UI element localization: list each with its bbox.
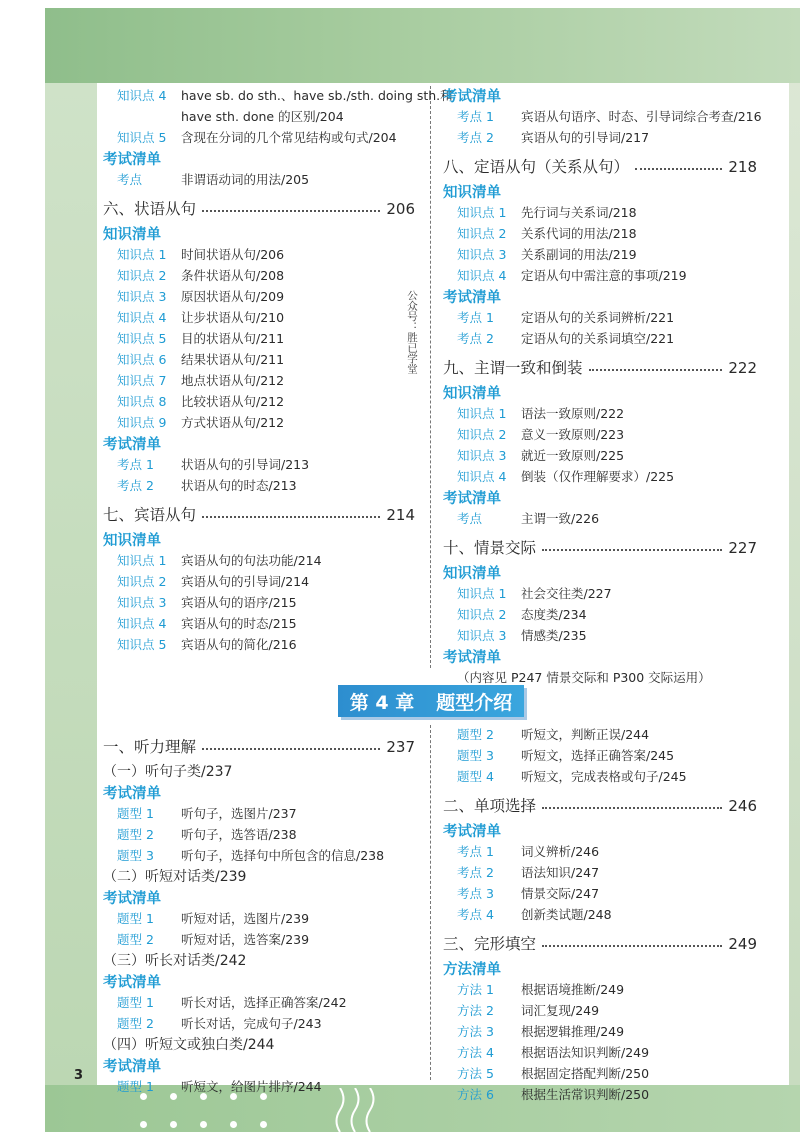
toc-entry <box>103 476 415 496</box>
entry-text: 关系代词的用法/218 <box>521 226 637 241</box>
entry-text: 地点状语从句/212 <box>181 373 285 388</box>
toc-entry <box>443 509 757 529</box>
toc-entry <box>443 1064 757 1084</box>
heading-text: 三、完形填空 <box>443 935 537 953</box>
heading-page-number: 246 <box>728 797 757 815</box>
entry-text: 听短文，给图片排序/244 <box>181 1079 322 1094</box>
toc-entry <box>443 203 757 223</box>
chapter-section-heading <box>103 197 415 221</box>
toc-entry <box>103 170 415 190</box>
entry-label: 考点 2 <box>457 130 494 145</box>
toc-entry <box>103 551 415 571</box>
toc-entry <box>103 825 415 845</box>
entry-text: 听长对话，完成句子/243 <box>181 1016 322 1031</box>
entry-text: 听短文，完成表格或句子/245 <box>521 769 687 784</box>
leader-dots <box>542 549 722 551</box>
section-label: 方法清单 <box>443 962 501 978</box>
chapter-banner <box>338 685 524 717</box>
entry-text: 主谓一致/226 <box>521 511 600 526</box>
toc-entry <box>103 413 415 433</box>
toc-entry <box>443 1022 757 1042</box>
entry-text: 社会交往类/227 <box>521 586 612 601</box>
entry-text: 条件状语从句/208 <box>181 268 285 283</box>
entry-text: 根据固定搭配判断/250 <box>521 1066 650 1081</box>
entry-label: 考点 <box>457 511 483 526</box>
entry-text: 宾语从句的时态/215 <box>181 616 297 631</box>
entry-label: 知识点 7 <box>117 373 167 388</box>
entry-continuation: have sth. done 的区别/204 <box>181 109 344 124</box>
toc-entry <box>443 884 757 904</box>
entry-text: 创新类试题/248 <box>521 907 612 922</box>
heading-page-number: 249 <box>728 935 757 953</box>
toc-entry <box>103 572 415 592</box>
leader-dots <box>635 168 722 170</box>
entry-label: 考点 1 <box>457 844 494 859</box>
subsection-heading: （一）听句子类/237 <box>103 764 233 780</box>
leader-dots <box>542 945 722 947</box>
entry-text: 语法知识/247 <box>521 865 600 880</box>
toc-entry <box>103 392 415 412</box>
entry-text: 听短文，选择正确答案/245 <box>521 748 675 763</box>
chapter-title: 题型介绍 <box>436 691 513 714</box>
entry-text: 根据逻辑推理/249 <box>521 1024 625 1039</box>
entry-label: 题型 1 <box>117 1079 154 1094</box>
chapter-section-heading <box>443 356 757 380</box>
entry-label: 题型 3 <box>117 848 154 863</box>
toc-entry <box>103 635 415 655</box>
entry-label: 知识点 1 <box>117 247 167 262</box>
toc-entry <box>103 371 415 391</box>
section-label: 知识清单 <box>443 566 501 582</box>
entry-text: 根据语境推断/249 <box>521 982 625 997</box>
entry-text: 时间状语从句/206 <box>181 247 285 262</box>
entry-text: 听短对话，选图片/239 <box>181 911 310 926</box>
toc-entry <box>443 308 757 328</box>
entry-text: 含现在分词的几个常见结构或句式/204 <box>181 130 397 145</box>
entry-text: 定语从句的关系词辨析/221 <box>521 310 675 325</box>
toc-entry <box>443 467 757 487</box>
toc-entry <box>443 224 757 244</box>
entry-note: （内容见 P247 情景交际和 P300 交际运用） <box>457 670 711 685</box>
toc-entry <box>443 1085 757 1105</box>
entry-text: 态度类/234 <box>521 607 587 622</box>
section-label: 考试清单 <box>103 786 161 802</box>
leader-dots <box>589 369 723 371</box>
toc-entry <box>443 107 762 127</box>
entry-text: 让步状语从句/210 <box>181 310 285 325</box>
entry-label: 考点 4 <box>457 907 494 922</box>
entry-label: 知识点 2 <box>457 607 507 622</box>
entry-label: 考点 1 <box>457 310 494 325</box>
section-label: 考试清单 <box>443 491 501 507</box>
entry-text: 就近一致原则/225 <box>521 448 625 463</box>
entry-label: 考点 2 <box>117 478 154 493</box>
section-label: 考试清单 <box>443 89 501 105</box>
entry-text: 定语从句中需注意的事项/219 <box>521 268 687 283</box>
entry-text: 情感类/235 <box>521 628 587 643</box>
entry-text: 根据语法知识判断/249 <box>521 1045 650 1060</box>
heading-text: 六、状语从句 <box>103 200 197 218</box>
entry-label: 方法 4 <box>457 1045 494 1060</box>
chapter-section-heading <box>103 503 415 527</box>
heading-text: 一、听力理解 <box>103 738 197 756</box>
section-label: 考试清单 <box>443 824 501 840</box>
toc-entry <box>103 1014 415 1034</box>
entry-label: 题型 2 <box>117 1016 154 1031</box>
toc-entry <box>103 329 415 349</box>
chapter-section-heading <box>443 794 757 818</box>
left-decorative-strip <box>45 83 97 1085</box>
entry-label: 题型 1 <box>117 806 154 821</box>
toc-entry <box>443 767 757 787</box>
chapter-section-heading <box>443 536 757 560</box>
entry-label: 方法 1 <box>457 982 494 997</box>
toc-entry <box>443 266 757 286</box>
watermark-text: 公众号：胜已学堂 <box>406 290 418 374</box>
entry-label: 考点 3 <box>457 886 494 901</box>
entry-label: 知识点 3 <box>457 448 507 463</box>
entry-label: 知识点 1 <box>457 586 507 601</box>
column-divider-bottom <box>430 725 431 1080</box>
column-divider-top <box>430 86 431 668</box>
toc-entry <box>443 446 757 466</box>
toc-entry <box>443 128 757 148</box>
entry-label: 方法 3 <box>457 1024 494 1039</box>
page-number: 3 <box>74 1068 84 1083</box>
toc-entry <box>103 266 415 286</box>
toc-entry <box>443 725 757 745</box>
entry-text: 宾语从句的句法功能/214 <box>181 553 322 568</box>
section-label: 考试清单 <box>443 290 501 306</box>
entry-text: 状语从句的引导词/213 <box>181 457 310 472</box>
toc-entry <box>103 455 415 475</box>
toc-entry <box>443 1001 757 1021</box>
entry-text: 根据生活常识判断/250 <box>521 1087 650 1102</box>
entry-label: 知识点 4 <box>117 616 167 631</box>
toc-entry <box>443 404 757 424</box>
section-label: 考试清单 <box>103 975 161 991</box>
heading-text: 九、主谓一致和倒装 <box>443 359 583 377</box>
entry-label: 知识点 3 <box>457 247 507 262</box>
entry-text: 词汇复现/249 <box>521 1003 600 1018</box>
toc-entry <box>103 804 415 824</box>
leader-dots <box>202 748 380 750</box>
entry-text: 听短对话，选答案/239 <box>181 932 310 947</box>
chapter-number: 第 4 章 <box>349 691 415 714</box>
entry-label: 知识点 5 <box>117 637 167 652</box>
entry-text: 听句子，选择句中所包含的信息/238 <box>181 848 385 863</box>
toc-entry <box>443 980 757 1000</box>
entry-label: 方法 5 <box>457 1066 494 1081</box>
entry-text: 关系副词的用法/219 <box>521 247 637 262</box>
toc-entry <box>103 308 415 328</box>
heading-page-number: 227 <box>728 539 757 557</box>
heading-page-number: 222 <box>728 359 757 377</box>
toc-entry <box>103 909 415 929</box>
subsection-heading: （四）听短文或独白类/244 <box>103 1037 275 1053</box>
toc-entry <box>443 605 757 625</box>
chapter-section-heading <box>103 735 415 759</box>
section-label: 考试清单 <box>443 650 501 666</box>
entry-label: 题型 3 <box>457 748 494 763</box>
entry-text: 词义辨析/246 <box>521 844 600 859</box>
entry-label: 知识点 4 <box>457 469 507 484</box>
entry-text: 听句子，选答语/238 <box>181 827 297 842</box>
toc-entry <box>103 245 415 265</box>
entry-label: 知识点 3 <box>117 595 167 610</box>
toc-entry <box>443 905 757 925</box>
toc-entry <box>443 626 757 646</box>
entry-label: 知识点 3 <box>457 628 507 643</box>
toc-entry <box>103 128 415 148</box>
section-label: 考试清单 <box>103 437 161 453</box>
subsection-heading: （二）听短对话类/239 <box>103 869 247 885</box>
entry-text: 情景交际/247 <box>521 886 600 901</box>
top-decorative-band <box>45 8 800 83</box>
section-label: 知识清单 <box>443 185 501 201</box>
toc-entry <box>443 1043 757 1063</box>
entry-label: 题型 2 <box>117 932 154 947</box>
section-label: 考试清单 <box>103 152 161 168</box>
entry-label: 知识点 6 <box>117 352 167 367</box>
leader-dots <box>202 516 380 518</box>
entry-label: 题型 2 <box>457 727 494 742</box>
entry-label: 知识点 4 <box>457 268 507 283</box>
entry-text: 宾语从句语序、时态、引导词综合考查/216 <box>521 109 762 124</box>
entry-label: 考点 1 <box>117 457 154 472</box>
chapter-section-heading <box>443 155 757 179</box>
toc-entry <box>103 614 415 634</box>
entry-text: 倒装（仅作理解要求）/225 <box>521 469 675 484</box>
entry-text: 宾语从句的简化/216 <box>181 637 297 652</box>
entry-label: 知识点 4 <box>117 310 167 325</box>
entry-text: 宾语从句的语序/215 <box>181 595 297 610</box>
entry-label: 考点 <box>117 172 143 187</box>
heading-text: 十、情景交际 <box>443 539 537 557</box>
entry-text: 非谓语动词的用法/205 <box>181 172 310 187</box>
entry-text: have sb. do sth.、have sb./sth. doing sth.和 <box>181 88 453 103</box>
entry-text: 听短文，判断正误/244 <box>521 727 650 742</box>
leader-dots <box>202 210 380 212</box>
toc-entry <box>443 584 757 604</box>
entry-text: 结果状语从句/211 <box>181 352 285 367</box>
entry-text: 目的状语从句/211 <box>181 331 285 346</box>
heading-text: 七、宾语从句 <box>103 506 197 524</box>
entry-label: 考点 2 <box>457 865 494 880</box>
toc-entry <box>103 86 453 106</box>
entry-label: 方法 6 <box>457 1087 494 1102</box>
section-label: 知识清单 <box>103 533 161 549</box>
toc-entry <box>103 350 415 370</box>
heading-page-number: 206 <box>386 200 415 218</box>
entry-text: 状语从句的时态/213 <box>181 478 297 493</box>
entry-label: 知识点 2 <box>457 427 507 442</box>
entry-text: 宾语从句的引导词/214 <box>181 574 310 589</box>
toc-entry <box>103 287 415 307</box>
entry-label: 知识点 9 <box>117 415 167 430</box>
entry-text: 比较状语从句/212 <box>181 394 285 409</box>
entry-label: 知识点 5 <box>117 130 167 145</box>
heading-page-number: 237 <box>386 738 415 756</box>
entry-label: 知识点 1 <box>457 205 507 220</box>
toc-entry <box>103 993 415 1013</box>
entry-text: 意义一致原则/223 <box>521 427 625 442</box>
entry-text: 原因状语从句/209 <box>181 289 285 304</box>
entry-label: 知识点 5 <box>117 331 167 346</box>
toc-entry <box>443 746 757 766</box>
entry-label: 方法 2 <box>457 1003 494 1018</box>
entry-label: 知识点 3 <box>117 289 167 304</box>
entry-label: 知识点 2 <box>457 226 507 241</box>
entry-label: 知识点 2 <box>117 574 167 589</box>
entry-label: 考点 2 <box>457 331 494 346</box>
subsection-heading: （三）听长对话类/242 <box>103 953 247 969</box>
entry-label: 考点 1 <box>457 109 494 124</box>
entry-text: 听句子，选图片/237 <box>181 806 297 821</box>
entry-label: 知识点 8 <box>117 394 167 409</box>
entry-label: 题型 1 <box>117 911 154 926</box>
toc-entry <box>103 846 415 866</box>
entry-text: 先行词与关系词/218 <box>521 205 637 220</box>
entry-label: 知识点 4 <box>117 88 167 103</box>
toc-entry <box>103 1077 415 1097</box>
entry-label: 题型 2 <box>117 827 154 842</box>
entry-label: 题型 1 <box>117 995 154 1010</box>
chapter-section-heading <box>443 932 757 956</box>
toc-entry <box>103 930 415 950</box>
section-label: 考试清单 <box>103 1059 161 1075</box>
entry-text: 宾语从句的引导词/217 <box>521 130 650 145</box>
section-label: 考试清单 <box>103 891 161 907</box>
toc-entry <box>103 593 415 613</box>
heading-text: 八、定语从句（关系从句） <box>443 158 630 176</box>
entry-text: 定语从句的关系词填空/221 <box>521 331 675 346</box>
toc-entry <box>443 329 757 349</box>
entry-text: 语法一致原则/222 <box>521 406 625 421</box>
toc-entry <box>443 245 757 265</box>
section-label: 知识清单 <box>443 386 501 402</box>
toc-entry <box>443 842 757 862</box>
toc-entry <box>443 425 757 445</box>
entry-text: 方式状语从句/212 <box>181 415 285 430</box>
entry-text: 听长对话，选择正确答案/242 <box>181 995 347 1010</box>
entry-label: 题型 4 <box>457 769 494 784</box>
entry-label: 知识点 1 <box>457 406 507 421</box>
leader-dots <box>542 807 722 809</box>
heading-page-number: 214 <box>386 506 415 524</box>
heading-page-number: 218 <box>728 158 757 176</box>
entry-label: 知识点 2 <box>117 268 167 283</box>
section-label: 知识清单 <box>103 227 161 243</box>
toc-entry <box>443 863 757 883</box>
entry-label: 知识点 1 <box>117 553 167 568</box>
heading-text: 二、单项选择 <box>443 797 537 815</box>
